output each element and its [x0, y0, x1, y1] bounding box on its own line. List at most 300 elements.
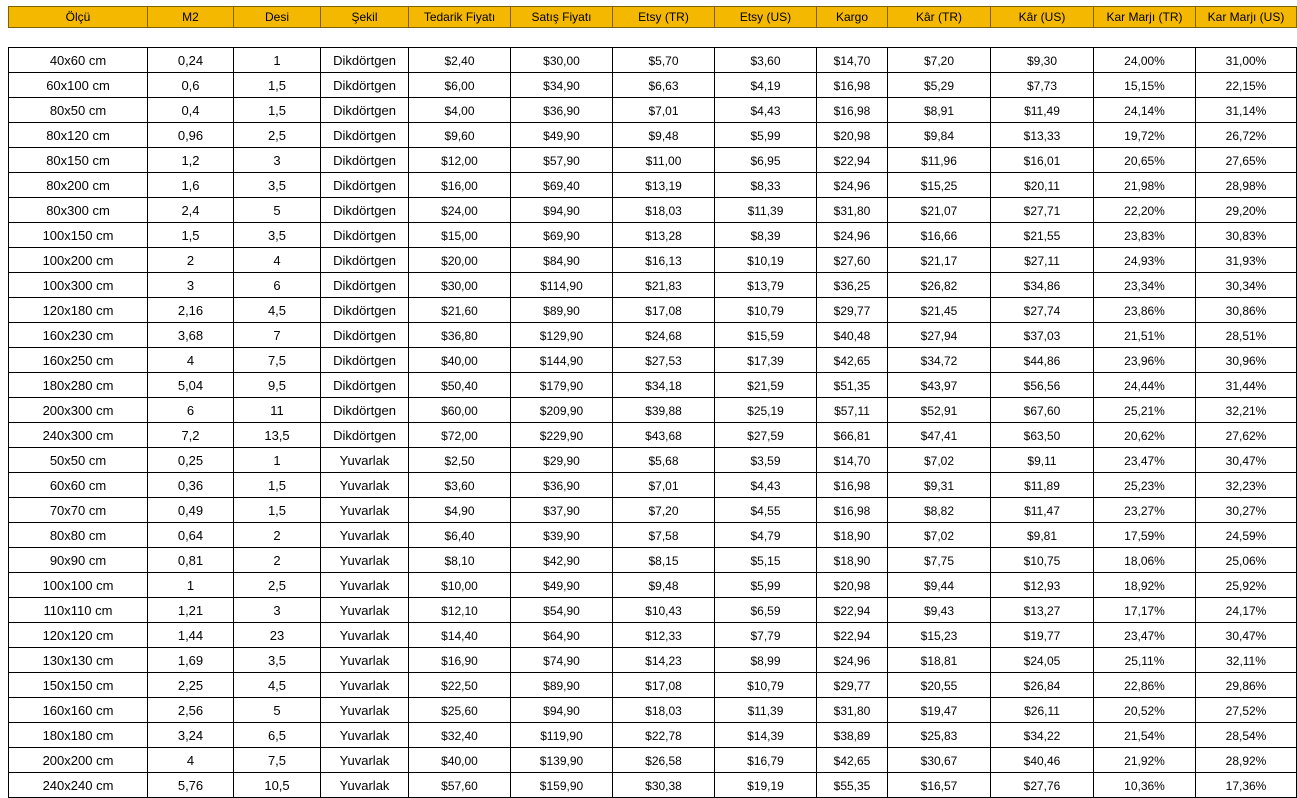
cell-shipping[interactable]: $42,65 [817, 748, 888, 773]
cell-etsy-us[interactable]: $4,79 [715, 523, 817, 548]
cell-profit-us[interactable]: $67,60 [991, 398, 1094, 423]
cell-etsy-us[interactable]: $4,19 [715, 73, 817, 98]
cell-supply-price[interactable]: $8,10 [409, 548, 511, 573]
cell-shape[interactable]: Dikdörtgen [321, 148, 409, 173]
cell-profit-tr[interactable]: $16,66 [888, 223, 991, 248]
cell-margin-us[interactable]: 24,59% [1196, 523, 1297, 548]
cell-desi[interactable]: 4 [234, 248, 321, 273]
cell-m2[interactable]: 5,76 [148, 773, 234, 798]
cell-profit-tr[interactable]: $9,84 [888, 123, 991, 148]
cell-m2[interactable]: 2,16 [148, 298, 234, 323]
cell-profit-us[interactable]: $12,93 [991, 573, 1094, 598]
cell-margin-us[interactable]: 29,86% [1196, 673, 1297, 698]
cell-margin-us[interactable]: 32,11% [1196, 648, 1297, 673]
column-header-desi[interactable]: Desi [234, 7, 321, 28]
cell-shape[interactable]: Dikdörtgen [321, 323, 409, 348]
cell-supply-price[interactable]: $60,00 [409, 398, 511, 423]
cell-etsy-us[interactable]: $11,39 [715, 198, 817, 223]
cell-margin-tr[interactable]: 22,20% [1094, 198, 1196, 223]
cell-etsy-tr[interactable]: $30,38 [613, 773, 715, 798]
cell-shape[interactable]: Dikdörtgen [321, 248, 409, 273]
cell-size[interactable]: 200x200 cm [9, 748, 148, 773]
cell-etsy-us[interactable]: $4,55 [715, 498, 817, 523]
cell-etsy-us[interactable]: $17,39 [715, 348, 817, 373]
cell-size[interactable]: 40x60 cm [9, 48, 148, 73]
cell-etsy-us[interactable]: $19,19 [715, 773, 817, 798]
cell-margin-us[interactable]: 30,86% [1196, 298, 1297, 323]
cell-margin-us[interactable]: 32,21% [1196, 398, 1297, 423]
cell-margin-tr[interactable]: 24,00% [1094, 48, 1196, 73]
cell-etsy-us[interactable]: $7,79 [715, 623, 817, 648]
cell-shape[interactable]: Yuvarlak [321, 698, 409, 723]
cell-shipping[interactable]: $20,98 [817, 123, 888, 148]
cell-shipping[interactable]: $22,94 [817, 148, 888, 173]
cell-shipping[interactable]: $27,60 [817, 248, 888, 273]
cell-etsy-us[interactable]: $4,43 [715, 473, 817, 498]
cell-margin-tr[interactable]: 17,59% [1094, 523, 1196, 548]
cell-margin-us[interactable]: 31,00% [1196, 48, 1297, 73]
cell-sale-price[interactable]: $119,90 [511, 723, 613, 748]
cell-supply-price[interactable]: $3,60 [409, 473, 511, 498]
cell-size[interactable]: 100x100 cm [9, 573, 148, 598]
cell-profit-us[interactable]: $63,50 [991, 423, 1094, 448]
cell-etsy-us[interactable]: $3,60 [715, 48, 817, 73]
cell-sale-price[interactable]: $179,90 [511, 373, 613, 398]
cell-size[interactable]: 100x150 cm [9, 223, 148, 248]
cell-profit-us[interactable]: $27,71 [991, 198, 1094, 223]
cell-shipping[interactable]: $24,96 [817, 223, 888, 248]
cell-desi[interactable]: 7,5 [234, 748, 321, 773]
cell-shipping[interactable]: $16,98 [817, 73, 888, 98]
cell-size[interactable]: 160x230 cm [9, 323, 148, 348]
cell-margin-tr[interactable]: 23,83% [1094, 223, 1196, 248]
cell-sale-price[interactable]: $29,90 [511, 448, 613, 473]
cell-m2[interactable]: 0,6 [148, 73, 234, 98]
cell-margin-us[interactable]: 27,62% [1196, 423, 1297, 448]
cell-sale-price[interactable]: $94,90 [511, 698, 613, 723]
cell-m2[interactable]: 0,36 [148, 473, 234, 498]
cell-etsy-tr[interactable]: $7,20 [613, 498, 715, 523]
cell-margin-us[interactable]: 22,15% [1196, 73, 1297, 98]
cell-margin-us[interactable]: 30,96% [1196, 348, 1297, 373]
cell-sale-price[interactable]: $39,90 [511, 523, 613, 548]
cell-sale-price[interactable]: $89,90 [511, 673, 613, 698]
cell-sale-price[interactable]: $57,90 [511, 148, 613, 173]
cell-shape[interactable]: Dikdörtgen [321, 48, 409, 73]
cell-shape[interactable]: Yuvarlak [321, 598, 409, 623]
cell-desi[interactable]: 3,5 [234, 173, 321, 198]
cell-supply-price[interactable]: $4,00 [409, 98, 511, 123]
cell-etsy-tr[interactable]: $18,03 [613, 198, 715, 223]
cell-margin-us[interactable]: 25,92% [1196, 573, 1297, 598]
cell-profit-us[interactable]: $19,77 [991, 623, 1094, 648]
cell-sale-price[interactable]: $49,90 [511, 573, 613, 598]
cell-etsy-tr[interactable]: $13,28 [613, 223, 715, 248]
cell-profit-tr[interactable]: $5,29 [888, 73, 991, 98]
cell-shipping[interactable]: $14,70 [817, 48, 888, 73]
cell-profit-tr[interactable]: $21,17 [888, 248, 991, 273]
cell-shape[interactable]: Yuvarlak [321, 748, 409, 773]
cell-etsy-tr[interactable]: $18,03 [613, 698, 715, 723]
cell-etsy-tr[interactable]: $10,43 [613, 598, 715, 623]
cell-etsy-tr[interactable]: $7,01 [613, 98, 715, 123]
cell-supply-price[interactable]: $50,40 [409, 373, 511, 398]
cell-size[interactable]: 100x200 cm [9, 248, 148, 273]
cell-profit-tr[interactable]: $15,25 [888, 173, 991, 198]
cell-etsy-tr[interactable]: $7,01 [613, 473, 715, 498]
cell-profit-us[interactable]: $26,84 [991, 673, 1094, 698]
column-header-profit-us[interactable]: Kâr (US) [991, 7, 1094, 28]
cell-profit-us[interactable]: $56,56 [991, 373, 1094, 398]
cell-shape[interactable]: Dikdörtgen [321, 98, 409, 123]
cell-etsy-us[interactable]: $10,19 [715, 248, 817, 273]
cell-sale-price[interactable]: $69,90 [511, 223, 613, 248]
cell-desi[interactable]: 1,5 [234, 473, 321, 498]
cell-margin-tr[interactable]: 25,11% [1094, 648, 1196, 673]
cell-margin-tr[interactable]: 18,92% [1094, 573, 1196, 598]
cell-margin-us[interactable]: 30,27% [1196, 498, 1297, 523]
cell-sale-price[interactable]: $69,40 [511, 173, 613, 198]
cell-profit-us[interactable]: $37,03 [991, 323, 1094, 348]
cell-shape[interactable]: Dikdörtgen [321, 348, 409, 373]
cell-etsy-tr[interactable]: $5,70 [613, 48, 715, 73]
cell-profit-tr[interactable]: $34,72 [888, 348, 991, 373]
cell-margin-tr[interactable]: 23,86% [1094, 298, 1196, 323]
cell-etsy-tr[interactable]: $11,00 [613, 148, 715, 173]
cell-etsy-us[interactable]: $27,59 [715, 423, 817, 448]
cell-margin-tr[interactable]: 17,17% [1094, 598, 1196, 623]
cell-size[interactable]: 60x100 cm [9, 73, 148, 98]
cell-profit-tr[interactable]: $8,91 [888, 98, 991, 123]
cell-etsy-tr[interactable]: $21,83 [613, 273, 715, 298]
cell-shape[interactable]: Yuvarlak [321, 773, 409, 798]
cell-sale-price[interactable]: $94,90 [511, 198, 613, 223]
cell-sale-price[interactable]: $49,90 [511, 123, 613, 148]
cell-desi[interactable]: 13,5 [234, 423, 321, 448]
cell-margin-us[interactable]: 30,34% [1196, 273, 1297, 298]
column-header-etsy-tr[interactable]: Etsy (TR) [613, 7, 715, 28]
cell-shipping[interactable]: $22,94 [817, 623, 888, 648]
cell-profit-tr[interactable]: $7,75 [888, 548, 991, 573]
cell-shape[interactable]: Dikdörtgen [321, 373, 409, 398]
cell-shape[interactable]: Dikdörtgen [321, 273, 409, 298]
cell-profit-tr[interactable]: $30,67 [888, 748, 991, 773]
cell-supply-price[interactable]: $10,00 [409, 573, 511, 598]
cell-etsy-tr[interactable]: $22,78 [613, 723, 715, 748]
cell-shape[interactable]: Dikdörtgen [321, 298, 409, 323]
cell-supply-price[interactable]: $32,40 [409, 723, 511, 748]
cell-shipping[interactable]: $51,35 [817, 373, 888, 398]
cell-m2[interactable]: 0,4 [148, 98, 234, 123]
cell-margin-tr[interactable]: 24,44% [1094, 373, 1196, 398]
cell-supply-price[interactable]: $12,00 [409, 148, 511, 173]
cell-sale-price[interactable]: $64,90 [511, 623, 613, 648]
cell-shipping[interactable]: $36,25 [817, 273, 888, 298]
cell-etsy-tr[interactable]: $14,23 [613, 648, 715, 673]
cell-size[interactable]: 90x90 cm [9, 548, 148, 573]
cell-shape[interactable]: Dikdörtgen [321, 123, 409, 148]
cell-m2[interactable]: 5,04 [148, 373, 234, 398]
cell-shipping[interactable]: $16,98 [817, 98, 888, 123]
cell-size[interactable]: 50x50 cm [9, 448, 148, 473]
cell-size[interactable]: 180x180 cm [9, 723, 148, 748]
cell-profit-tr[interactable]: $7,02 [888, 448, 991, 473]
cell-m2[interactable]: 0,49 [148, 498, 234, 523]
cell-supply-price[interactable]: $36,80 [409, 323, 511, 348]
cell-shape[interactable]: Dikdörtgen [321, 223, 409, 248]
cell-profit-tr[interactable]: $7,02 [888, 523, 991, 548]
cell-etsy-tr[interactable]: $7,58 [613, 523, 715, 548]
cell-m2[interactable]: 0,96 [148, 123, 234, 148]
cell-margin-us[interactable]: 30,47% [1196, 448, 1297, 473]
cell-profit-us[interactable]: $13,33 [991, 123, 1094, 148]
cell-size[interactable]: 150x150 cm [9, 673, 148, 698]
cell-sale-price[interactable]: $74,90 [511, 648, 613, 673]
cell-margin-tr[interactable]: 19,72% [1094, 123, 1196, 148]
cell-etsy-tr[interactable]: $43,68 [613, 423, 715, 448]
cell-size[interactable]: 130x130 cm [9, 648, 148, 673]
cell-shipping[interactable]: $38,89 [817, 723, 888, 748]
cell-desi[interactable]: 2 [234, 523, 321, 548]
cell-etsy-tr[interactable]: $27,53 [613, 348, 715, 373]
cell-shipping[interactable]: $57,11 [817, 398, 888, 423]
cell-desi[interactable]: 4,5 [234, 298, 321, 323]
cell-margin-tr[interactable]: 15,15% [1094, 73, 1196, 98]
cell-sale-price[interactable]: $89,90 [511, 298, 613, 323]
cell-profit-us[interactable]: $27,11 [991, 248, 1094, 273]
cell-sale-price[interactable]: $42,90 [511, 548, 613, 573]
cell-shipping[interactable]: $16,98 [817, 473, 888, 498]
cell-supply-price[interactable]: $21,60 [409, 298, 511, 323]
cell-etsy-us[interactable]: $15,59 [715, 323, 817, 348]
cell-shape[interactable]: Yuvarlak [321, 673, 409, 698]
cell-sale-price[interactable]: $36,90 [511, 473, 613, 498]
cell-profit-us[interactable]: $10,75 [991, 548, 1094, 573]
cell-shape[interactable]: Yuvarlak [321, 723, 409, 748]
cell-margin-tr[interactable]: 20,52% [1094, 698, 1196, 723]
column-header-shape[interactable]: Şekil [321, 7, 409, 28]
cell-m2[interactable]: 3 [148, 273, 234, 298]
cell-shipping[interactable]: $16,98 [817, 498, 888, 523]
column-header-size[interactable]: Ölçü [9, 7, 148, 28]
cell-profit-us[interactable]: $20,11 [991, 173, 1094, 198]
cell-m2[interactable]: 0,25 [148, 448, 234, 473]
cell-profit-tr[interactable]: $52,91 [888, 398, 991, 423]
cell-etsy-us[interactable]: $10,79 [715, 298, 817, 323]
cell-size[interactable]: 80x120 cm [9, 123, 148, 148]
cell-supply-price[interactable]: $6,00 [409, 73, 511, 98]
cell-m2[interactable]: 1,21 [148, 598, 234, 623]
cell-shape[interactable]: Yuvarlak [321, 573, 409, 598]
cell-profit-us[interactable]: $34,22 [991, 723, 1094, 748]
column-header-shipping[interactable]: Kargo [817, 7, 888, 28]
column-header-margin-us[interactable]: Kar Marjı (US) [1196, 7, 1297, 28]
cell-sale-price[interactable]: $129,90 [511, 323, 613, 348]
cell-etsy-tr[interactable]: $16,13 [613, 248, 715, 273]
cell-supply-price[interactable]: $6,40 [409, 523, 511, 548]
cell-m2[interactable]: 2,4 [148, 198, 234, 223]
cell-profit-tr[interactable]: $9,31 [888, 473, 991, 498]
cell-shipping[interactable]: $31,80 [817, 698, 888, 723]
cell-shipping[interactable]: $18,90 [817, 523, 888, 548]
cell-margin-tr[interactable]: 18,06% [1094, 548, 1196, 573]
cell-supply-price[interactable]: $40,00 [409, 748, 511, 773]
cell-size[interactable]: 70x70 cm [9, 498, 148, 523]
cell-profit-tr[interactable]: $7,20 [888, 48, 991, 73]
cell-m2[interactable]: 1,44 [148, 623, 234, 648]
cell-sale-price[interactable]: $139,90 [511, 748, 613, 773]
cell-size[interactable]: 80x300 cm [9, 198, 148, 223]
cell-desi[interactable]: 3,5 [234, 223, 321, 248]
cell-sale-price[interactable]: $144,90 [511, 348, 613, 373]
cell-desi[interactable]: 6,5 [234, 723, 321, 748]
cell-etsy-us[interactable]: $8,99 [715, 648, 817, 673]
cell-profit-us[interactable]: $7,73 [991, 73, 1094, 98]
cell-profit-tr[interactable]: $47,41 [888, 423, 991, 448]
cell-desi[interactable]: 11 [234, 398, 321, 423]
cell-m2[interactable]: 1,6 [148, 173, 234, 198]
cell-etsy-us[interactable]: $21,59 [715, 373, 817, 398]
cell-profit-us[interactable]: $27,76 [991, 773, 1094, 798]
cell-m2[interactable]: 0,81 [148, 548, 234, 573]
cell-sale-price[interactable]: $209,90 [511, 398, 613, 423]
cell-desi[interactable]: 5 [234, 698, 321, 723]
cell-size[interactable]: 110x110 cm [9, 598, 148, 623]
cell-etsy-us[interactable]: $5,99 [715, 573, 817, 598]
cell-etsy-us[interactable]: $16,79 [715, 748, 817, 773]
cell-margin-tr[interactable]: 21,54% [1094, 723, 1196, 748]
column-header-margin-tr[interactable]: Kar Marjı (TR) [1094, 7, 1196, 28]
cell-margin-us[interactable]: 26,72% [1196, 123, 1297, 148]
cell-profit-us[interactable]: $40,46 [991, 748, 1094, 773]
cell-etsy-tr[interactable]: $5,68 [613, 448, 715, 473]
cell-profit-us[interactable]: $24,05 [991, 648, 1094, 673]
cell-desi[interactable]: 3 [234, 148, 321, 173]
cell-m2[interactable]: 1,2 [148, 148, 234, 173]
cell-supply-price[interactable]: $2,50 [409, 448, 511, 473]
cell-profit-us[interactable]: $9,11 [991, 448, 1094, 473]
cell-margin-tr[interactable]: 21,98% [1094, 173, 1196, 198]
cell-shipping[interactable]: $40,48 [817, 323, 888, 348]
cell-etsy-tr[interactable]: $34,18 [613, 373, 715, 398]
cell-profit-tr[interactable]: $16,57 [888, 773, 991, 798]
cell-sale-price[interactable]: $37,90 [511, 498, 613, 523]
cell-desi[interactable]: 1,5 [234, 498, 321, 523]
cell-profit-us[interactable]: $44,86 [991, 348, 1094, 373]
cell-sale-price[interactable]: $34,90 [511, 73, 613, 98]
cell-margin-tr[interactable]: 23,27% [1094, 498, 1196, 523]
cell-etsy-us[interactable]: $8,39 [715, 223, 817, 248]
cell-margin-tr[interactable]: 20,65% [1094, 148, 1196, 173]
cell-margin-us[interactable]: 31,93% [1196, 248, 1297, 273]
cell-etsy-us[interactable]: $25,19 [715, 398, 817, 423]
cell-profit-tr[interactable]: $20,55 [888, 673, 991, 698]
cell-m2[interactable]: 7,2 [148, 423, 234, 448]
cell-desi[interactable]: 9,5 [234, 373, 321, 398]
cell-shipping[interactable]: $14,70 [817, 448, 888, 473]
cell-desi[interactable]: 1 [234, 448, 321, 473]
cell-profit-tr[interactable]: $21,45 [888, 298, 991, 323]
cell-margin-tr[interactable]: 24,93% [1094, 248, 1196, 273]
cell-desi[interactable]: 5 [234, 198, 321, 223]
cell-supply-price[interactable]: $15,00 [409, 223, 511, 248]
cell-shape[interactable]: Yuvarlak [321, 523, 409, 548]
cell-etsy-tr[interactable]: $8,15 [613, 548, 715, 573]
cell-shape[interactable]: Dikdörtgen [321, 398, 409, 423]
column-header-etsy-us[interactable]: Etsy (US) [715, 7, 817, 28]
cell-margin-tr[interactable]: 22,86% [1094, 673, 1196, 698]
cell-supply-price[interactable]: $25,60 [409, 698, 511, 723]
cell-m2[interactable]: 0,64 [148, 523, 234, 548]
cell-shape[interactable]: Dikdörtgen [321, 198, 409, 223]
cell-shape[interactable]: Yuvarlak [321, 548, 409, 573]
cell-profit-us[interactable]: $11,89 [991, 473, 1094, 498]
cell-shipping[interactable]: $42,65 [817, 348, 888, 373]
cell-supply-price[interactable]: $40,00 [409, 348, 511, 373]
cell-profit-tr[interactable]: $11,96 [888, 148, 991, 173]
cell-size[interactable]: 120x180 cm [9, 298, 148, 323]
cell-profit-us[interactable]: $11,47 [991, 498, 1094, 523]
cell-size[interactable]: 160x160 cm [9, 698, 148, 723]
cell-shape[interactable]: Dikdörtgen [321, 173, 409, 198]
cell-desi[interactable]: 1,5 [234, 98, 321, 123]
cell-margin-us[interactable]: 28,98% [1196, 173, 1297, 198]
cell-desi[interactable]: 1 [234, 48, 321, 73]
cell-sale-price[interactable]: $30,00 [511, 48, 613, 73]
cell-desi[interactable]: 2 [234, 548, 321, 573]
cell-profit-tr[interactable]: $27,94 [888, 323, 991, 348]
cell-shipping[interactable]: $24,96 [817, 648, 888, 673]
cell-sale-price[interactable]: $84,90 [511, 248, 613, 273]
cell-etsy-us[interactable]: $3,59 [715, 448, 817, 473]
cell-shipping[interactable]: $18,90 [817, 548, 888, 573]
cell-margin-tr[interactable]: 21,92% [1094, 748, 1196, 773]
cell-etsy-us[interactable]: $14,39 [715, 723, 817, 748]
cell-etsy-tr[interactable]: $26,58 [613, 748, 715, 773]
cell-supply-price[interactable]: $16,90 [409, 648, 511, 673]
cell-desi[interactable]: 1,5 [234, 73, 321, 98]
cell-profit-us[interactable]: $11,49 [991, 98, 1094, 123]
cell-etsy-tr[interactable]: $24,68 [613, 323, 715, 348]
cell-supply-price[interactable]: $16,00 [409, 173, 511, 198]
cell-profit-tr[interactable]: $9,43 [888, 598, 991, 623]
cell-profit-us[interactable]: $26,11 [991, 698, 1094, 723]
cell-shipping[interactable]: $55,35 [817, 773, 888, 798]
cell-desi[interactable]: 6 [234, 273, 321, 298]
cell-etsy-us[interactable]: $5,99 [715, 123, 817, 148]
cell-etsy-us[interactable]: $6,95 [715, 148, 817, 173]
cell-shipping[interactable]: $31,80 [817, 198, 888, 223]
cell-shape[interactable]: Yuvarlak [321, 473, 409, 498]
cell-shipping[interactable]: $29,77 [817, 673, 888, 698]
cell-margin-us[interactable]: 17,36% [1196, 773, 1297, 798]
cell-profit-us[interactable]: $9,30 [991, 48, 1094, 73]
cell-margin-us[interactable]: 25,06% [1196, 548, 1297, 573]
cell-margin-us[interactable]: 28,54% [1196, 723, 1297, 748]
cell-margin-us[interactable]: 29,20% [1196, 198, 1297, 223]
cell-etsy-us[interactable]: $11,39 [715, 698, 817, 723]
cell-margin-us[interactable]: 32,23% [1196, 473, 1297, 498]
cell-profit-tr[interactable]: $18,81 [888, 648, 991, 673]
column-header-profit-tr[interactable]: Kâr (TR) [888, 7, 991, 28]
cell-profit-tr[interactable]: $8,82 [888, 498, 991, 523]
cell-supply-price[interactable]: $14,40 [409, 623, 511, 648]
cell-desi[interactable]: 2,5 [234, 573, 321, 598]
cell-margin-us[interactable]: 30,83% [1196, 223, 1297, 248]
cell-m2[interactable]: 4 [148, 748, 234, 773]
cell-margin-tr[interactable]: 23,34% [1094, 273, 1196, 298]
cell-margin-tr[interactable]: 23,96% [1094, 348, 1196, 373]
